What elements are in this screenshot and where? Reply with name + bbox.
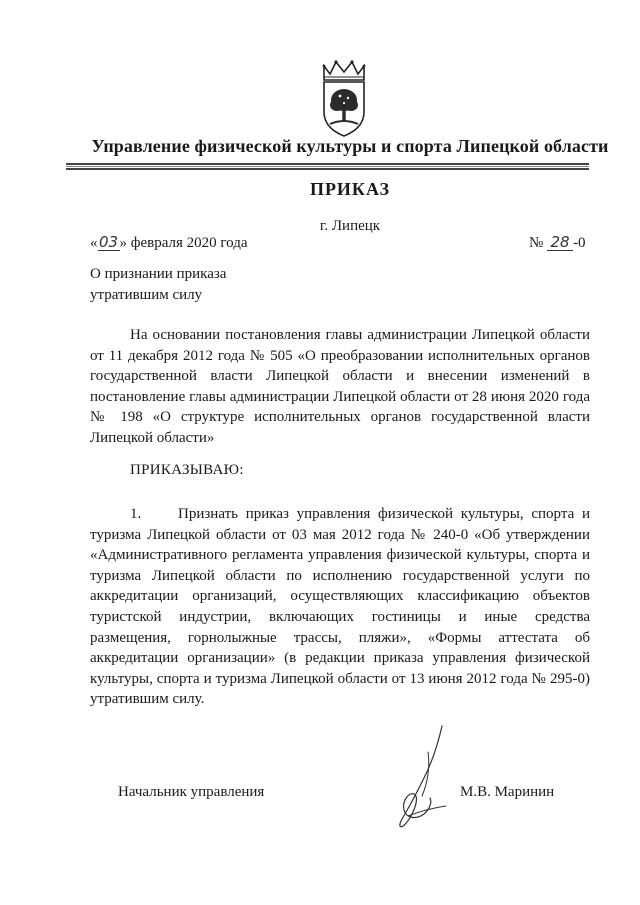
preamble-paragraph: На основании постановления главы администрации Липецкой области от 11 декабря 2012 года № 505 «О преобразовании исполнительных органов государственной власти Липецкой области и внесении изменений в постановление главы администрации Липецкой области от 28 июня 2020 года № 198 «О структуре исполнительных органов государственной власти Липецкой области» <box>90 327 590 446</box>
date-month-year: » февраля 2020 года <box>119 235 248 251</box>
number-value-handwritten: 28 <box>547 234 573 251</box>
subject-line-1: О признании приказа <box>90 266 227 282</box>
date-day-handwritten: 03 <box>98 233 119 251</box>
handwritten-signature <box>388 722 452 832</box>
organization-title: Управление физической культуры и спорта Липецкой области <box>91 136 609 156</box>
item-text: Признать приказ управления физической культуры, спорта и туризма Липецкой области от 03 мая 2012 года № 240-0 «Об утверждении «Административного регламента управления физической культуры, спорта и туризма Липецкой области по исполнению государственной услуги по аккредитации организаций, осуществляющих классификацию объектов туристской индустрии, включающих гостиницы и иные средства размещения, горнолыжные трассы, пляжи», «Формы аттестата об аккредитации организации» (в редакции приказа управления физической культуры, спорта и туризма Липецкой области от 13 июня 2012 года № 295-0) утратившим силу. <box>90 506 590 708</box>
number-prefix: № <box>529 235 544 251</box>
coat-of-arms-icon <box>318 58 370 138</box>
signatory-position: Начальник управления <box>118 784 265 800</box>
document-subject <box>90 264 226 306</box>
header-rule-bottom <box>66 168 589 170</box>
date-open-quote: « <box>90 235 98 251</box>
document-city: г. Липецк <box>319 218 381 234</box>
order-item-1 <box>90 504 590 710</box>
header-rule-middle <box>66 166 589 167</box>
order-word: ПРИКАЗЫВАЮ: <box>130 462 244 478</box>
header-rule-top <box>66 163 589 165</box>
number-suffix: -0 <box>573 235 586 251</box>
document-date <box>90 234 248 252</box>
signatory-name: М.В. Маринин <box>460 784 555 800</box>
subject-line-2: утратившим силу <box>90 287 203 303</box>
document-type: ПРИКАЗ <box>309 179 391 199</box>
item-number: 1. <box>130 506 142 522</box>
document-number <box>529 234 586 252</box>
